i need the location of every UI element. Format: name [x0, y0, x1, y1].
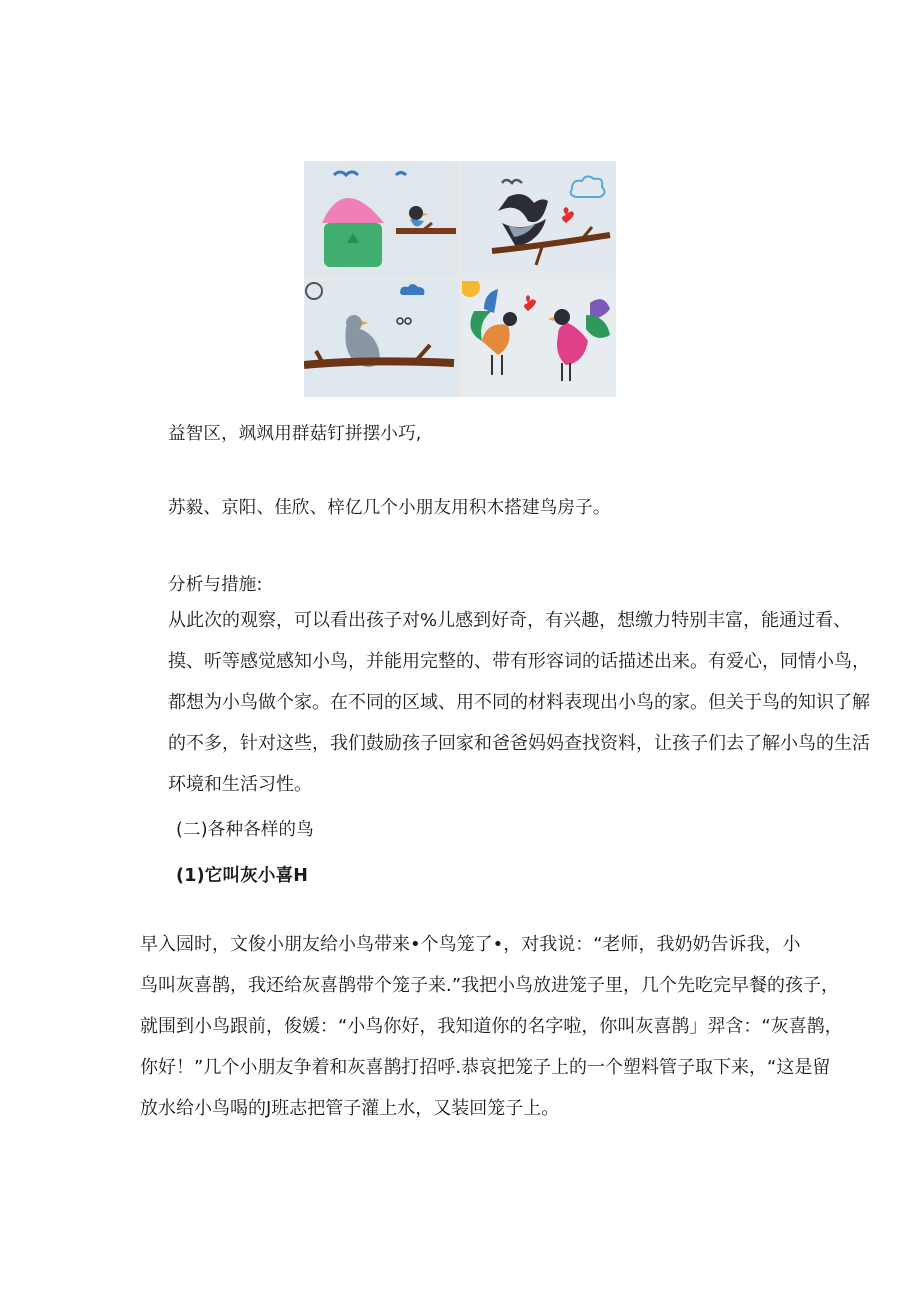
caption-2: 苏毅、京阳、佳欣、梓亿几个小朋友用积木搭建鸟房子。 [168, 498, 611, 518]
story-line: 早入园时，文俊小朋友给小鸟带来•个鸟笼了•，对我说：“老师，我奶奶告诉我，小 [140, 934, 801, 955]
section-subheading: (1)它叫灰小喜H [176, 866, 309, 886]
section-heading: (二)各种各样的鸟 [176, 820, 314, 840]
analysis-line: 都想为小鸟做个家。在不同的区域、用不同的材料表现出小鸟的家。但关于鸟的知识了解 [168, 692, 870, 713]
two-colorful-birds-photo [462, 281, 616, 397]
children-artwork-figure [304, 161, 616, 397]
analysis-line: 的不多，针对这些，我们鼓励孩子回家和爸爸妈妈查找资料，让孩子们去了解小鸟的生活 [168, 733, 870, 754]
analysis-paragraph [168, 600, 870, 805]
analysis-heading: 分析与措施: [168, 575, 263, 595]
analysis-line: 从此次的观察，可以看出孩子对%儿感到好奇，有兴趣，想缴力特别丰富，能通过看、 [168, 610, 852, 631]
analysis-line: 环境和生活习性。 [168, 774, 312, 795]
story-line: 就围到小鸟跟前，俊媛：“小鸟你好，我知道你的名字啦，你叫灰喜鹊」羿含：“灰喜鹊， [140, 1016, 843, 1037]
analysis-line: 摸、听等感觉感知小鸟，并能用完整的、带有形容词的话描述出来。有爱心，同情小鸟， [168, 651, 870, 672]
story-paragraph [140, 924, 843, 1129]
magpie-on-branch-photo [462, 161, 616, 277]
story-line: 你好！”几个小朋友争着和灰喜鹊打招呼.恭哀把笼子上的一个塑料管子取下来，“这是留 [140, 1057, 831, 1078]
caption-1: 益智区，飒飒用群菇钉拼摆小巧, [168, 424, 422, 444]
story-line: 放水给小鸟喝的J班志把管子灌上水，又装回笼子上。 [140, 1098, 560, 1119]
story-line: 鸟叫灰喜鹊，我还给灰喜鹊带个笼子来.”我把小鸟放进笼子里，几个先吃完早餐的孩子， [140, 975, 840, 996]
clay-bird-house-photo [304, 161, 458, 277]
bird-on-branch-photo [304, 281, 458, 397]
